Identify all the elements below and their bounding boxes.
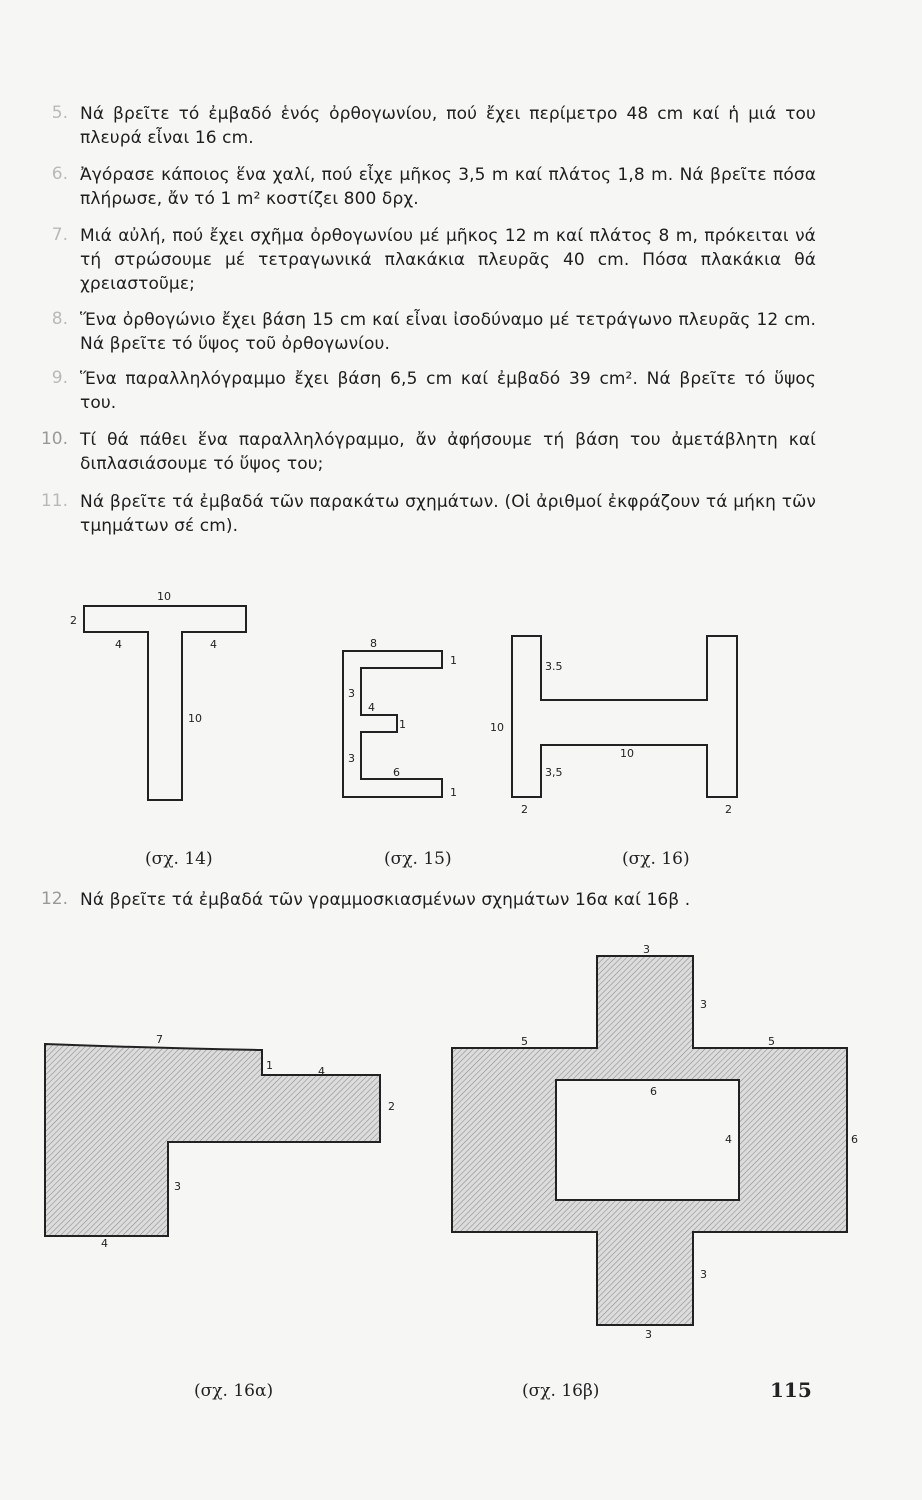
figure-16b-caption: (σχ. 16β)	[522, 1381, 600, 1401]
dim-label: 6	[650, 1085, 657, 1098]
exercise-text: Ἀγόρασε κάποιος ἕνα χαλί, πού εἶχε μῆκος 3,5 m καί πλάτος 1,8 m. Νά βρεῖτε πόσα πλήρωσε, ἄν τό 1 m² κοστίζει 800 δρχ.	[80, 165, 816, 209]
dim-label: 3	[348, 687, 355, 700]
dim-label: 10	[188, 712, 202, 725]
dim-label: 5	[768, 1035, 775, 1048]
dim-label: 4	[368, 701, 375, 714]
dim-label: 1	[266, 1059, 273, 1072]
figure-16-h-shape	[490, 636, 737, 816]
dim-label: 6	[851, 1133, 858, 1146]
dim-label: 3	[700, 1268, 707, 1281]
dim-label: 2	[388, 1100, 395, 1113]
dim-label: 10	[620, 747, 634, 760]
dim-label: 3	[700, 998, 707, 1011]
figure-16b-shape	[452, 943, 858, 1341]
dim-label: 8	[370, 637, 377, 650]
t-outline	[84, 606, 246, 800]
hatched-region	[45, 1044, 380, 1236]
exercise-text: Νά βρεῖτε τά ἐμβαδά τῶν γραμμοσκιασμένων σχημάτων 16α καί 16β .	[80, 890, 691, 910]
exercise-text: Τί θά πάθει ἕνα παραλληλόγραμμο, ἄν ἀφήσουμε τή βάση του ἀμετάβλητη καί διπλασιάσουμε τό ὕψος του;	[80, 430, 816, 474]
figure-16a-caption: (σχ. 16α)	[194, 1381, 274, 1401]
exercise-number: 7.	[51, 225, 68, 245]
figure-14-caption: (σχ. 14)	[145, 849, 213, 869]
dim-label: 6	[393, 766, 400, 779]
dim-label: 2	[70, 614, 77, 627]
hatched-region	[452, 956, 847, 1325]
figure-14-t-shape	[70, 590, 246, 800]
dim-label: 3	[643, 943, 650, 956]
dim-label: 3	[348, 752, 355, 765]
exercise-text: Νά βρεῖτε τό ἐμβαδό ἑνός ὀρθογωνίου, πού ἔχει περίμετρο 48 cm καί ἡ μιά του πλευρά εἶναι 16 cm.	[80, 104, 816, 148]
dim-label: 4	[210, 638, 217, 651]
figure-16-caption: (σχ. 16)	[622, 849, 690, 869]
dim-label: 10	[490, 721, 504, 734]
exercise-number: 9.	[51, 368, 68, 388]
dim-label: 7	[156, 1033, 163, 1046]
dim-label: 4	[725, 1133, 732, 1146]
exercise-text: Ἕνα ὀρθογώνιο ἔχει βάση 15 cm καί εἶναι ἰσοδύναμο μέ τετράγωνο πλευρᾶς 12 cm. Νά βρεῖτε τό ὕψος τοῦ ὀρθογωνίου.	[80, 310, 816, 354]
exercise-text: Νά βρεῖτε τά ἐμβαδά τῶν παρακάτω σχημάτων. (Οἱ ἀριθμοί ἐκφράζουν τά μήκη τῶν τμημάτων σέ cm).	[80, 492, 816, 536]
exercise-text: Μιά αὐλή, πού ἔχει σχῆμα ὀρθογωνίου μέ μῆκος 12 m καί πλάτος 8 m, πρόκειται νά τή στρώσουμε μέ τετραγωνικά πλακάκια πλευρᾶς 40 cm. Πόσα πλακάκια θά χρειαστοῦμε;	[80, 226, 816, 294]
dim-label: 2	[521, 803, 528, 816]
dim-label: 5	[521, 1035, 528, 1048]
page-number: 115	[770, 1378, 812, 1402]
exercise-number: 10.	[40, 429, 68, 449]
exercise-number: 6.	[51, 164, 68, 184]
dim-label: 4	[101, 1237, 108, 1250]
figure-15-e-shape	[343, 637, 457, 799]
exercise-number: 8.	[51, 309, 68, 329]
dim-label: 10	[157, 590, 171, 603]
exercise-text: Ἕνα παραλληλόγραμμο ἔχει βάση 6,5 cm καί ἐμβαδό 39 cm². Νά βρεῖτε τό ὕψος του.	[80, 369, 816, 413]
figure-16a-shape	[45, 1033, 395, 1250]
dim-label: 4	[115, 638, 122, 651]
dim-label: 3.5	[545, 660, 563, 673]
dim-label: 2	[725, 803, 732, 816]
exercise-number: 11.	[40, 491, 68, 511]
dim-label: 3	[645, 1328, 652, 1341]
dim-label: 1	[450, 654, 457, 667]
dim-label: 3,5	[545, 766, 563, 779]
exercise-number: 12.	[40, 889, 68, 909]
dim-label: 4	[318, 1065, 325, 1078]
dim-label: 1	[450, 786, 457, 799]
dim-label: 1	[399, 718, 406, 731]
exercise-number: 5.	[51, 103, 68, 123]
figure-15-caption: (σχ. 15)	[384, 849, 452, 869]
dim-label: 3	[174, 1180, 181, 1193]
